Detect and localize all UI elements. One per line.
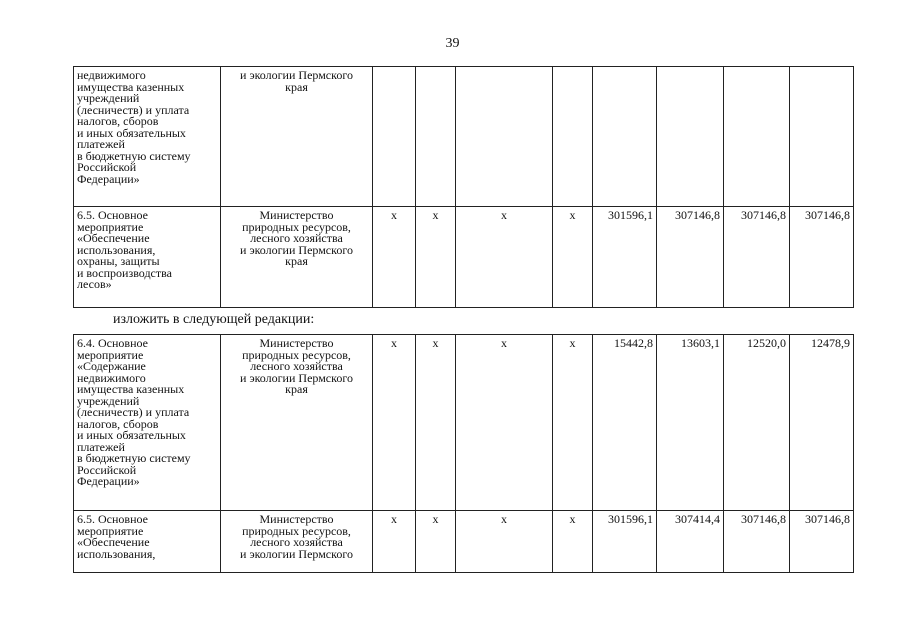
program-table-new	[73, 334, 854, 573]
cell-x: х	[373, 511, 416, 573]
cell-x: х	[456, 207, 553, 308]
activity-name: недвижимого имущества казенных учреждений (лесничеств) и уплата налогов, сборов и иных обязательных платежей в бюджетную систему Российской Федерации»	[77, 68, 191, 186]
cell-empty	[657, 67, 724, 207]
cell-x: х	[456, 335, 553, 511]
cell-x: х	[373, 207, 416, 308]
table-row	[74, 67, 854, 207]
cell-empty	[416, 67, 456, 207]
cell-x: х	[456, 511, 553, 573]
page-number: 39	[445, 36, 460, 51]
cell-empty	[456, 67, 553, 207]
cell-value: 307146,8	[790, 207, 854, 308]
cell-value: 307146,8	[790, 511, 854, 573]
cell-value: 12478,9	[790, 335, 854, 511]
cell-value: 301596,1	[593, 207, 657, 308]
executor: и экологии Пермского края	[240, 68, 353, 94]
cell-x: х	[373, 335, 416, 511]
cell-empty	[553, 67, 593, 207]
table-row	[74, 511, 854, 573]
cell-value: 301596,1	[593, 511, 657, 573]
cell-value: 307146,8	[724, 207, 790, 308]
cell-empty	[373, 67, 416, 207]
executor: Министерство природных ресурсов, лесного хозяйства и экологии Пермского	[240, 512, 353, 561]
program-table-old	[73, 66, 854, 308]
cell-x: х	[553, 335, 593, 511]
activity-name: 6.4. Основное мероприятие «Содержание недвижимого имущества казенных учреждений (лесничеств) и уплата налогов, сборов и иных обязательных платежей в бюджетную систему Российской Федерации»	[77, 336, 191, 488]
executor: Министерство природных ресурсов, лесного хозяйства и экологии Пермского края	[240, 336, 353, 396]
cell-value: 13603,1	[657, 335, 724, 511]
cell-empty	[593, 67, 657, 207]
activity-name: 6.5. Основное мероприятие «Обеспечение использования, охраны, защиты и воспроизводства лесов»	[77, 208, 172, 291]
table-row	[74, 335, 854, 511]
cell-value: 307146,8	[724, 511, 790, 573]
cell-value: 307146,8	[657, 207, 724, 308]
activity-name: 6.5. Основное мероприятие «Обеспечение использования,	[77, 512, 156, 561]
cell-value: 15442,8	[593, 335, 657, 511]
cell-x: х	[553, 511, 593, 573]
cell-empty	[724, 67, 790, 207]
cell-value: 12520,0	[724, 335, 790, 511]
cell-x: х	[416, 335, 456, 511]
cell-empty	[790, 67, 854, 207]
instruction-text: изложить в следующей редакции:	[113, 312, 315, 327]
executor: Министерство природных ресурсов, лесного хозяйства и экологии Пермского края	[240, 208, 353, 268]
cell-x: х	[416, 207, 456, 308]
cell-x: х	[416, 511, 456, 573]
cell-value: 307414,4	[657, 511, 724, 573]
table-row	[74, 207, 854, 308]
cell-x: х	[553, 207, 593, 308]
